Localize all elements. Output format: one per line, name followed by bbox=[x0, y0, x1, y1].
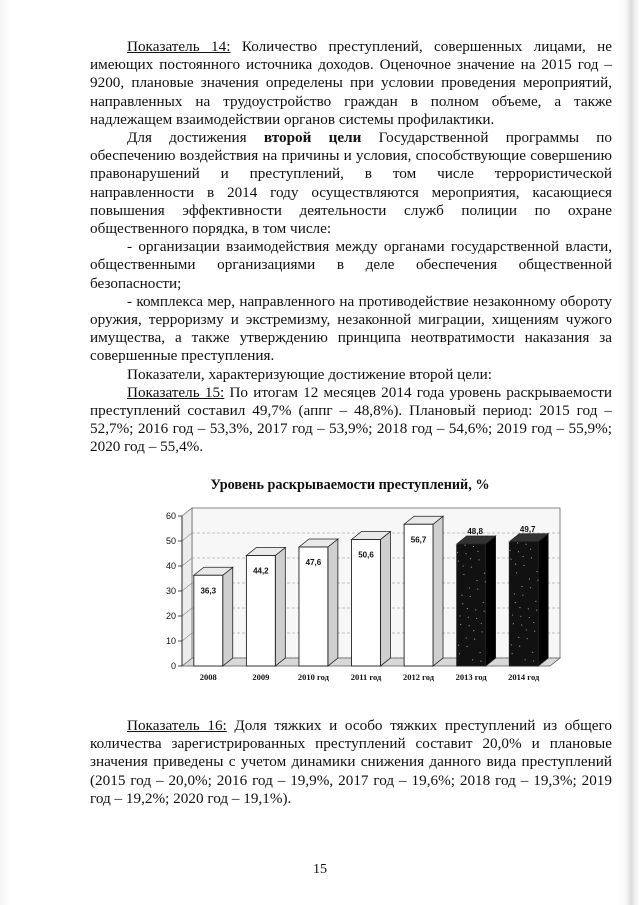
y-tick-label: 50 bbox=[165, 536, 176, 546]
bar-texture-dot bbox=[482, 631, 483, 632]
bar-texture-dot bbox=[521, 624, 522, 625]
y-tick-label: 20 bbox=[165, 611, 176, 621]
bar-texture-dot bbox=[536, 609, 537, 610]
bar-texture-dot bbox=[460, 624, 461, 625]
bar bbox=[404, 524, 433, 666]
scan-edge-left bbox=[0, 0, 10, 905]
bar-texture-dot bbox=[529, 578, 530, 579]
bar-texture-dot bbox=[532, 652, 533, 653]
second-goal-post: Государственной программы по обеспечению воздействия на причины и условия, способствующие совершению правонарушений и преступлений, в том числе террористической направленности в 2014 году осуществляются мероприятия, касающиеся повышения эффективности деятельности служб полиции по охране общественного порядка, в том числе: bbox=[90, 129, 612, 238]
document-body bbox=[90, 38, 612, 457]
bar-texture-dot bbox=[480, 661, 481, 662]
bar-texture-dot bbox=[459, 615, 460, 616]
bar-texture-dot bbox=[525, 544, 526, 545]
bar-texture-dot bbox=[527, 638, 528, 639]
bar-texture-dot bbox=[533, 660, 534, 661]
bar-texture-dot bbox=[518, 551, 519, 552]
bar-texture-dot bbox=[469, 625, 470, 626]
bar-texture-dot bbox=[473, 546, 474, 547]
bar-texture-dot bbox=[481, 623, 482, 624]
paragraph-indicator-16 bbox=[90, 717, 612, 808]
clearance-rate-chart bbox=[140, 477, 560, 687]
bar-texture-dot bbox=[523, 565, 524, 566]
bar-texture-dot bbox=[485, 581, 486, 582]
paragraph-indicator-14 bbox=[90, 38, 612, 129]
bar-texture-dot bbox=[518, 637, 519, 638]
bar-texture-dot bbox=[526, 629, 527, 630]
bar-texture-dot bbox=[480, 652, 481, 653]
bar-value-label: 36,3 bbox=[200, 586, 217, 596]
bar-texture-dot bbox=[512, 614, 513, 615]
y-tick-label: 40 bbox=[165, 561, 176, 571]
y-tick-label: 60 bbox=[165, 511, 176, 521]
x-category-label: 2009 bbox=[252, 672, 270, 682]
bar-texture-dot bbox=[457, 552, 458, 553]
bar-texture-dot bbox=[523, 556, 524, 557]
bar-side bbox=[486, 536, 496, 666]
paragraph-indicators-intro: Показатели, характеризующие достижение второй цели: bbox=[127, 365, 492, 383]
indicator-15-label: Показатель 15: bbox=[127, 383, 225, 401]
second-goal-bold: второй цели bbox=[263, 129, 362, 147]
indicator-16-label: Показатель 16: bbox=[127, 717, 227, 734]
paragraph-measure-1: - организации взаимодействия между органами государственной власти, общественными организациями в деле обеспечения общественной безопасности; bbox=[90, 238, 612, 292]
bar-value-label: 50,6 bbox=[358, 550, 374, 560]
bar-texture-dot bbox=[476, 580, 477, 581]
bar-side bbox=[223, 567, 233, 666]
x-category-label: 2008 bbox=[199, 672, 217, 682]
bar-texture-dot bbox=[484, 573, 485, 574]
bar-texture-dot bbox=[473, 630, 474, 631]
bar-texture-dot bbox=[525, 659, 526, 660]
bar-texture-dot bbox=[522, 595, 523, 596]
bar-texture-dot bbox=[468, 617, 469, 618]
bar-texture-dot bbox=[521, 586, 522, 587]
bar-texture-dot bbox=[534, 631, 535, 632]
bar-texture-dot bbox=[513, 623, 514, 624]
x-category-label: 2011 год bbox=[350, 672, 382, 682]
indicator-14-text: Количество преступлений, совершенных лицами, не имеющих постоянного источника доходов. Оценочное значение на 2015 год – 9200, плановые значения определены при условии проведения мероприятий, направленных на трудоустройство граждан в полном объеме, а также надлежащем взаимодействии органов системы профилактики. bbox=[90, 38, 612, 128]
bar-texture-dot bbox=[458, 560, 459, 561]
bar-texture-dot bbox=[469, 587, 470, 588]
bar-texture-dot bbox=[462, 603, 463, 604]
bar-texture-dot bbox=[529, 617, 530, 618]
bar-texture-dot bbox=[519, 646, 520, 647]
indicator-16-text: Доля тяжких и особо тяжких преступлений из общего количества зарегистрированных преступлений составит 20,0% и плановые значения приведены с учетом динамики снижения данного вида преступлений (2015 год – 20,0%; 2016 год – 19,9%, 2017 год – 19,6%; 2018 год – 19,3%; 2019 год – 19,2%; 2020 год – 19,1%). bbox=[90, 717, 612, 807]
bar bbox=[457, 544, 486, 666]
document-body-continued bbox=[90, 717, 612, 808]
bar-texture-dot bbox=[519, 607, 520, 608]
bar-texture-dot bbox=[484, 611, 485, 612]
page-number: 15 bbox=[313, 862, 327, 877]
paragraph-indicator-15 bbox=[90, 384, 612, 457]
bar-side bbox=[380, 532, 390, 667]
x-category-label: 2013 год bbox=[455, 672, 487, 682]
bar-texture-dot bbox=[465, 553, 466, 554]
bar-texture-dot bbox=[536, 571, 537, 572]
bar-texture-dot bbox=[515, 602, 516, 603]
bar-texture-dot bbox=[464, 545, 465, 546]
bar-texture-dot bbox=[515, 564, 516, 565]
bar-texture-dot bbox=[456, 543, 457, 544]
bar-texture-dot bbox=[471, 567, 472, 568]
paragraph-measure-2: - комплекса мер, направленного на противодействие незаконному обороту оружия, терроризму и экстремизму, незаконной миграции, хищениям чужого имущества, а также утверждению принципа неотвратимости наказания за совершенные преступления. bbox=[90, 292, 612, 365]
bar-side bbox=[433, 516, 443, 666]
bar-value-label: 49,7 bbox=[519, 524, 536, 534]
y-tick-label: 10 bbox=[165, 636, 176, 646]
bar-texture-dot bbox=[514, 593, 515, 594]
bar-texture-dot bbox=[459, 653, 460, 654]
x-category-label: 2012 год bbox=[403, 672, 435, 682]
bar-value-label: 44,2 bbox=[253, 566, 269, 576]
chart-canvas bbox=[140, 501, 560, 691]
bar-texture-dot bbox=[478, 559, 479, 560]
bar-texture-dot bbox=[517, 542, 518, 543]
bar-texture-dot bbox=[533, 622, 534, 623]
bar-texture-dot bbox=[472, 659, 473, 660]
bar-value-label: 47,6 bbox=[305, 558, 322, 567]
bar-texture-dot bbox=[477, 589, 478, 590]
y-tick-label: 30 bbox=[165, 586, 176, 596]
bar-texture-dot bbox=[461, 595, 462, 596]
bar-side bbox=[275, 548, 285, 667]
bar-value-label: 48,8 bbox=[467, 527, 483, 536]
bar-value-label: 56,7 bbox=[410, 535, 427, 545]
bar-texture-dot bbox=[516, 572, 517, 573]
bar-texture-dot bbox=[475, 609, 476, 610]
bar-texture-dot bbox=[509, 541, 510, 542]
bar-texture-dot bbox=[512, 653, 513, 654]
bar-texture-dot bbox=[510, 559, 511, 560]
paragraph-second-goal bbox=[90, 129, 612, 238]
bar-texture-dot bbox=[466, 637, 467, 638]
x-category-label: 2014 год bbox=[508, 672, 540, 682]
bar-texture-dot bbox=[531, 557, 532, 558]
bar-texture-dot bbox=[474, 639, 475, 640]
bar bbox=[509, 542, 538, 666]
x-category-label: 2010 год bbox=[297, 672, 329, 682]
bar-texture-dot bbox=[476, 618, 477, 619]
bar-texture-dot bbox=[458, 645, 459, 646]
bar-texture-dot bbox=[483, 602, 484, 603]
bar-texture-dot bbox=[530, 549, 531, 550]
bar-texture-dot bbox=[537, 580, 538, 581]
bar-texture-dot bbox=[462, 565, 463, 566]
bar-texture-dot bbox=[511, 644, 512, 645]
chart-title: Уровень раскрываемости преступлений, % bbox=[210, 477, 490, 493]
indicator-15-text: По итогам 12 месяцев 2014 года уровень раскрываемости преступлений составил 49,7% (аппг – 48,8%). Плановый период: 2015 год – 52,7%; 2016 год – 53,3%, 2017 год – 53,9%; 2018 год – 54,6%; 2019 год – 55,9%; 2020 год – 55,4%. bbox=[90, 383, 612, 456]
bar-texture-dot bbox=[520, 616, 521, 617]
bar-texture-dot bbox=[467, 608, 468, 609]
scan-edge-right bbox=[618, 0, 640, 905]
second-goal-pre: Для достижения bbox=[127, 129, 264, 147]
bar-texture-dot bbox=[477, 551, 478, 552]
indicator-14-label: Показатель 14: bbox=[127, 38, 231, 55]
bar-texture-dot bbox=[470, 558, 471, 559]
bar-side bbox=[328, 539, 338, 666]
bar-texture-dot bbox=[470, 596, 471, 597]
bar-texture-dot bbox=[528, 608, 529, 609]
bar-texture-dot bbox=[466, 646, 467, 647]
bar-texture-dot bbox=[463, 574, 464, 575]
bar-texture-dot bbox=[510, 550, 511, 551]
y-tick-label: 0 bbox=[170, 661, 176, 671]
bar-texture-dot bbox=[530, 587, 531, 588]
bar-side bbox=[538, 534, 548, 666]
bar-texture-dot bbox=[535, 601, 536, 602]
